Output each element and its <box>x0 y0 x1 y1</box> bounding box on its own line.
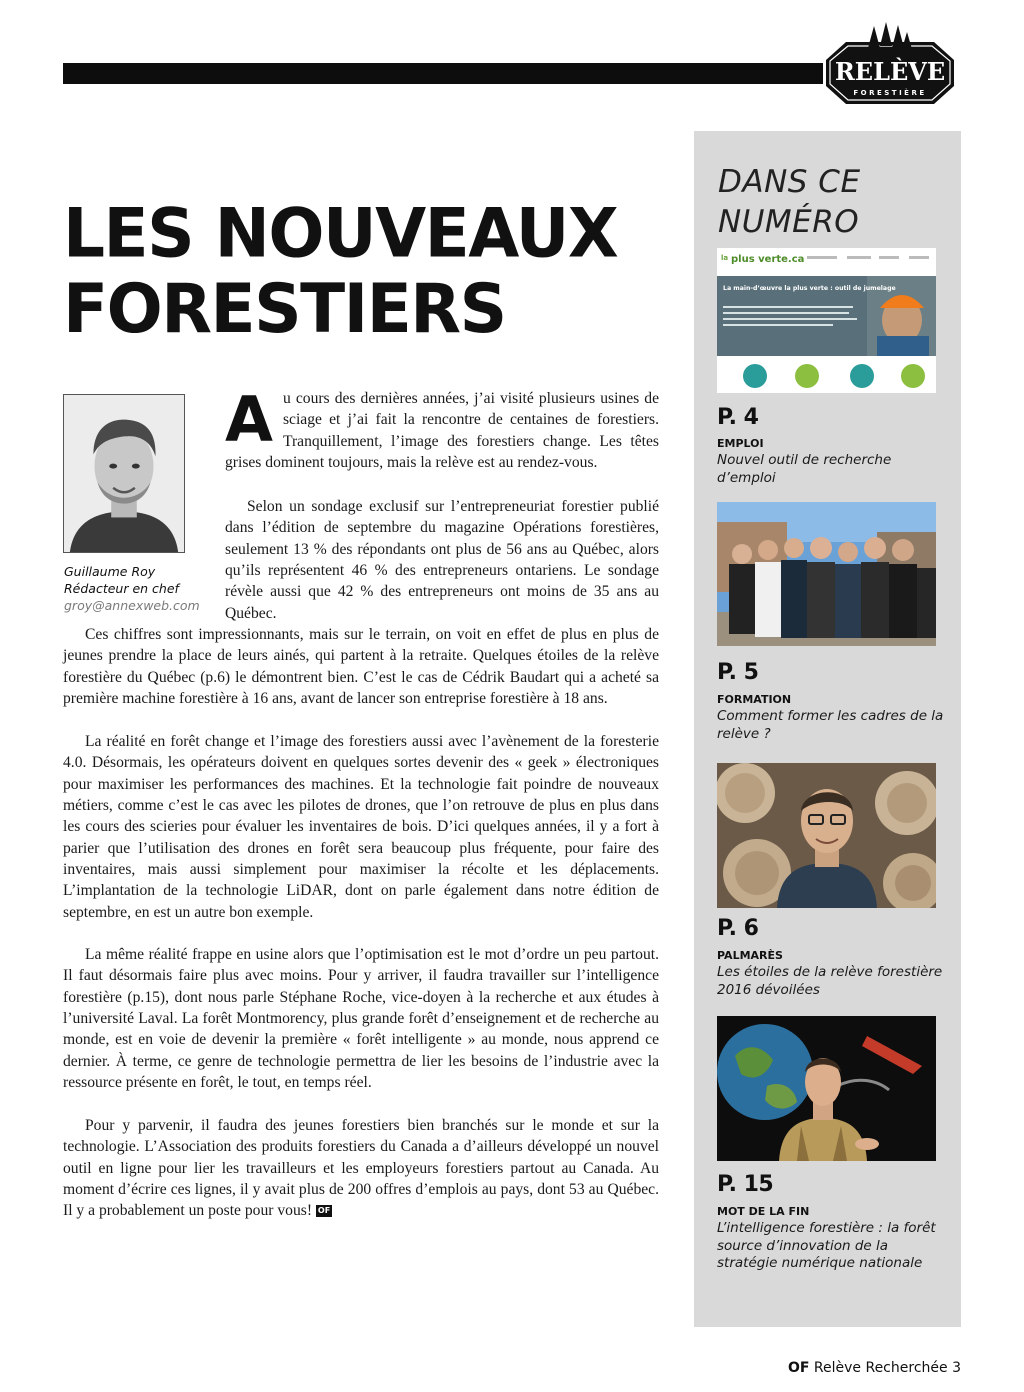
item-4-category: MOT DE LA FIN <box>717 1205 810 1218</box>
thumbnail-portrait-logs[interactable] <box>717 763 936 908</box>
headline-line-1: LES NOUVEAUX <box>63 194 618 274</box>
item-2-page[interactable]: P. 5 <box>717 660 759 685</box>
article-paragraph-3: Ces chiffres sont impressionnants, mais sur le terrain, on voit en effet de plus en plus de jeunes prendre la place de leurs ainés, qui partent à la retraite. Quelques étoiles de la relève forestière du Québec (p.6) le démontrent bien. C’est le cas de Cédrik Baudart qui a acheté sa première machine forestière à 16 ans, avant de lancer son entreprise forestière à 18 ans. <box>63 626 659 708</box>
item-1-category: EMPLOI <box>717 437 764 450</box>
page-footer <box>788 1360 961 1376</box>
author-email[interactable]: groy@annexweb.com <box>64 598 200 613</box>
item-3-page[interactable]: P. 6 <box>717 916 759 941</box>
author-name: Guillaume Roy <box>64 564 156 579</box>
article-headline <box>63 194 683 349</box>
article-paragraph-5: La même réalité frappe en usine alors que l’optimisation est le mot d’ordre un peu partout. Il faut désormais faire plus avec moins. Pour y arriver, il faudra travailler sur l’intelligence forestière (p.15), dont nous parle Stéphane Roche, vice-doyen à la recherche et aux études à l’université Laval. La forêt Montmorency, plus grande forêt d’enseignement et de recherche au monde, est en voie de devenir la première « forêt intelligente » au monde, nous apprend ce dernier. À terme, ce genre de technologie permettra de lier les besoins de l’industrie avec la ressource présente en forêt, le tout, en temps réel. <box>63 946 659 1092</box>
top-rule <box>63 63 823 84</box>
article-paragraph-6 <box>63 1115 659 1222</box>
thumbnail-job-tool-website[interactable] <box>717 248 936 393</box>
footer-brand: OF <box>787 1360 810 1376</box>
item-1-description[interactable]: Nouvel outil de recherche d’emploi <box>717 452 892 486</box>
releve-forestiere-logo <box>816 20 964 110</box>
article-intro-text: u cours des dernières années, j’ai visité plusieurs usines de sciage et j’ai fait la rencontre de centaines de forestiers. Tranquillement, l’image des forestiers change. Les têtes grises dominent toujours, mais la relève est au rendez-vous. <box>225 390 659 472</box>
article-paragraph-1 <box>225 383 659 473</box>
thumbnail-logo-la: la <box>721 254 729 262</box>
drop-cap: A <box>225 383 273 456</box>
author-byline <box>64 563 214 614</box>
item-4-page[interactable]: P. 15 <box>717 1172 774 1197</box>
item-2-description[interactable]: Comment former les cadres de la relève ? <box>717 708 944 742</box>
thumbnail-group-photo[interactable] <box>717 502 936 646</box>
article-paragraph-6-text: Pour y parvenir, il faudra des jeunes forestiers bien branchés sur le monde et sur la technologie. L’Association des produits forestiers du Canada a d’ailleurs développé un nouvel outil en ligne pour lier les travailleurs et les employeurs forestiers partout au Canada. Au moment d’écrire ces lignes, il y avait plus de 200 offres d’emplois au pays, dont 53 au Québec. Il y a probablement un poste pour vous! <box>63 1117 659 1220</box>
headline-line-2: FORESTIERS <box>63 269 506 349</box>
sidebar-title-line-1: DANS CE <box>718 164 861 200</box>
thumbnail-logo-site: plus verte.ca <box>731 254 805 265</box>
item-1-page[interactable]: P. 4 <box>717 405 759 430</box>
thumbnail-heading: La main-d’œuvre la plus verte : outil de jumelage <box>723 285 896 292</box>
author-role: Rédacteur en chef <box>64 581 179 596</box>
footer-section: Relève Recherchée <box>813 1360 948 1376</box>
item-3-category: PALMARÈS <box>717 949 783 962</box>
item-2-category: FORMATION <box>717 693 792 706</box>
article-paragraph-4: La réalité en forêt change et l’image des forestiers aussi avec l’avènement de la foresterie 4.0. Désormais, les opérateurs doivent en quelques sortes devenir des « geek » électroniques pour maximiser les performances des machines. Et la technologie fait poindre de nouveaux métiers, comme c’est le cas avec les pilotes de drones, que l’on retrouve de plus en plus dans les cours des scieries pour évaluer les inventaires de bois. D’ici quelques années, il y a fort à parier que l’utilisation des drones en forêt sera beaucoup plus fréquente, pour faire des inventaires, mais aussi simplement pour maximiser la récolte et les déplacements. L’implantation de la technologie LiDAR, dont on parle également dans notre édition de septembre, en est un autre bon exemple. <box>63 733 659 921</box>
article-paragraph-2: Selon un sondage exclusif sur l’entrepreneuriat forestier publié dans l’édition de septembre du magazine Opérations forestières, seulement 13 % des répondants ont plus de 56 ans au Québec, alors qu’ils représentent 46 % des entrepreneurs ontariens. Le sondage révèle aussi que 42 % des entrepreneurs ont moins de 35 ans au Québec. <box>225 498 659 622</box>
sidebar-title <box>718 162 948 242</box>
logo-subtitle: FORESTIÈRE <box>853 89 927 97</box>
sidebar-title-line-2: NUMÉRO <box>718 204 860 240</box>
logo-wordmark: RELÈVE <box>834 57 946 86</box>
item-3-description[interactable]: Les étoiles de la relève forestière 2016 dévoilées <box>717 964 943 998</box>
thumbnail-speaker-stage[interactable] <box>717 1016 936 1161</box>
author-photo <box>63 394 185 553</box>
footer-page-number: 3 <box>952 1360 961 1376</box>
end-of-article-mark: OF <box>317 1206 331 1216</box>
item-4-description[interactable]: L’intelligence forestière : la forêt source d’innovation de la stratégie numérique nationale <box>717 1220 936 1271</box>
